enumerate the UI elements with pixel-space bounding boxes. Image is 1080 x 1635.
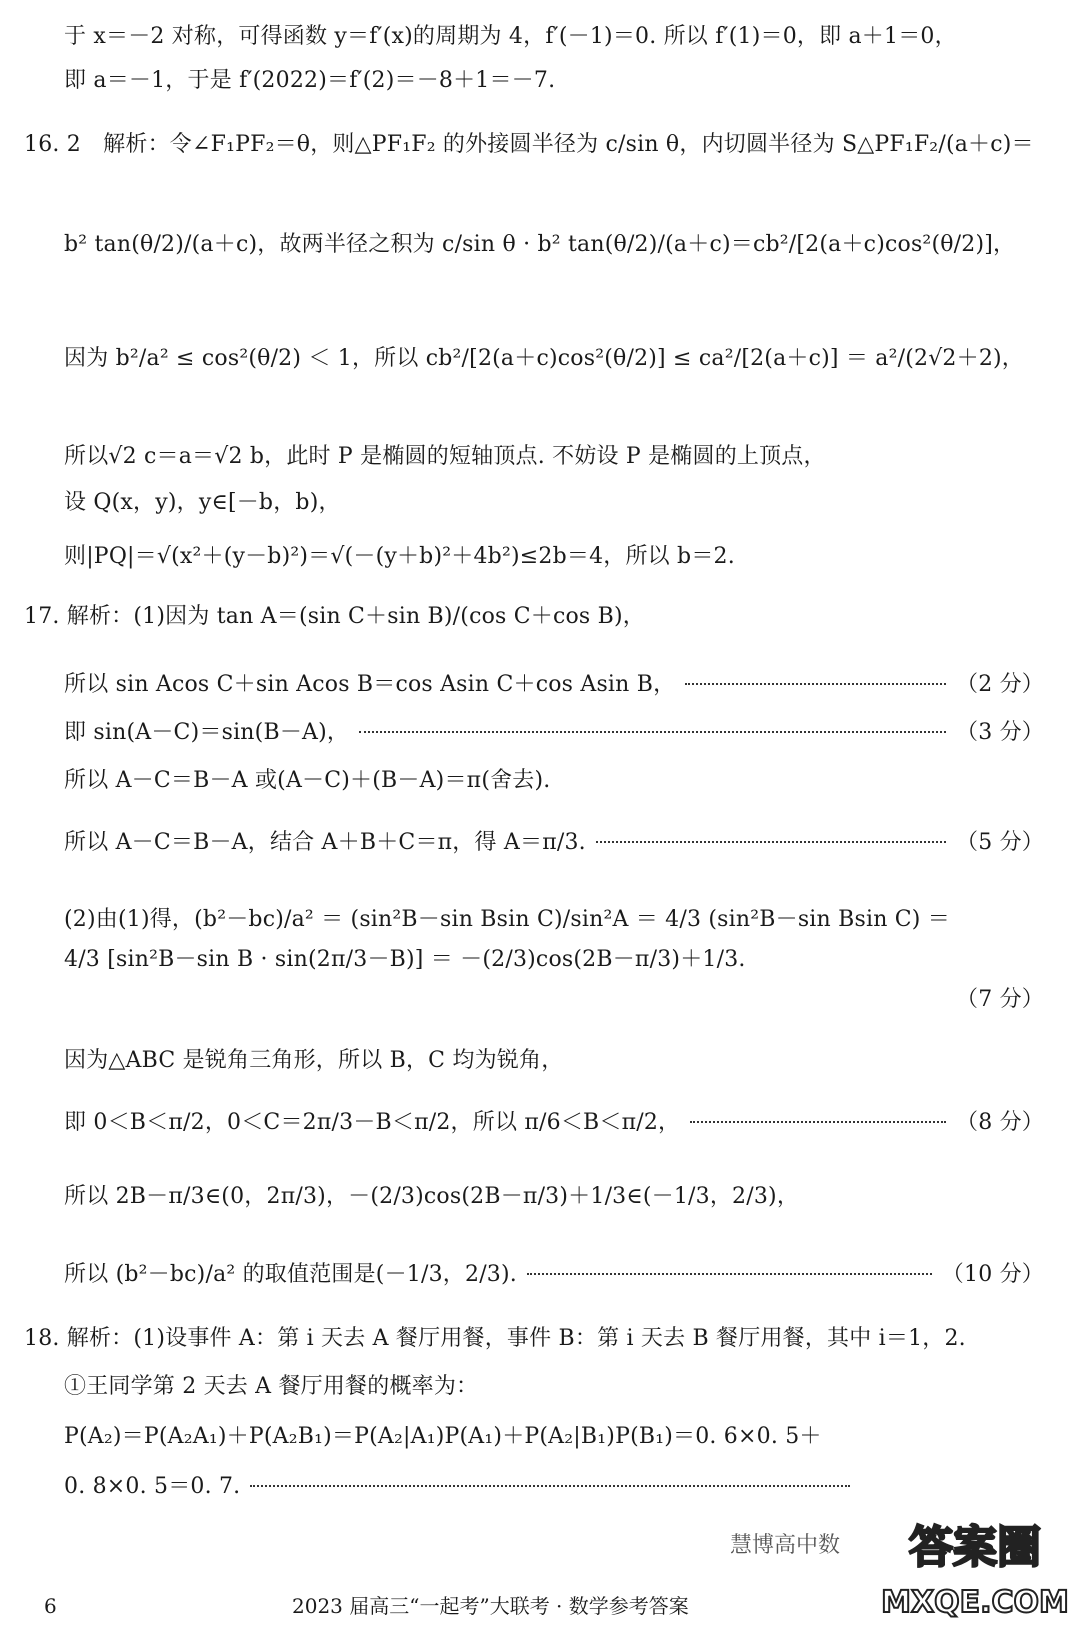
footer-title: 2023 届高三“一起考”大联考 · 数学参考答案: [292, 1594, 689, 1618]
problem-18-heading: 18. 解析：(1)设事件 A：第 i 天去 A 餐厅用餐，事件 B：第 i 天去 B 餐厅用餐，其中 i＝1，2.: [24, 1326, 966, 1351]
page-footer: [0, 1588, 1080, 1624]
step-text: 所以 sin Acos C＋sin Acos B＝cos Asin C＋cos Asin B，: [64, 672, 676, 697]
page-number: 6: [44, 1594, 57, 1618]
scored-step: [64, 1258, 1044, 1292]
scored-step: [64, 716, 1044, 750]
scored-step: [64, 900, 1044, 1020]
step-score: （3 分）: [956, 720, 1044, 745]
formula-line: 所以 2B－π/3∈(0，2π/3)，－(2/3)cos(2B－π/3)＋1/3∈(－1/3，2/3)，: [64, 1184, 800, 1209]
text-line: 设 Q(x，y)，y∈[－b，b)，: [64, 490, 341, 515]
leader-dots: [685, 683, 946, 685]
text-line: 即 a＝－1，于是 f′(2022)＝f′(2)＝－8＋1＝－7.: [64, 68, 556, 93]
problem-17-heading: 17. 解析：(1)因为 tan A＝(sin C＋sin B)/(cos C＋cos B)，: [24, 604, 645, 629]
leader-dots: [690, 1121, 946, 1123]
watermark-text: 慧博高中数: [730, 1533, 841, 1558]
scored-step: [64, 1106, 1044, 1140]
step-text: 所以 A－C＝B－A，结合 A＋B＋C＝π，得 A＝π/3.: [64, 830, 586, 855]
formula-line: b² tan(θ/2)/(a＋c)，故两半径之积为 c/sin θ · b² tan(θ/2)/(a＋c)＝cb²/[2(a＋c)cos²(θ/2)]，: [64, 232, 1016, 257]
step-text: 所以 (b²－bc)/a² 的取值范围是(－1/3，2/3).: [64, 1262, 517, 1287]
formula-line: 则|PQ|＝√(x²＋(y－b)²)＝√(－(y＋b)²＋4b²)≤2b＝4，所以 b＝2.: [64, 544, 735, 569]
watermark-logo-top: 答案圈: [909, 1522, 1041, 1573]
scored-step: [64, 668, 1044, 702]
step-text: 0. 8×0. 5＝0. 7.: [64, 1474, 241, 1499]
problem-16-heading: 16. 2 解析：令∠F₁PF₂＝θ，则△PF₁F₂ 的外接圆半径为 c/sin θ，内切圆半径为 S△PF₁F₂/(a＋c)＝: [24, 132, 1034, 157]
leader-dots: [527, 1273, 932, 1275]
formula-line: 因为 b²/a² ≤ cos²(θ/2) ＜ 1，所以 cb²/[2(a＋c)cos²(θ/2)] ≤ ca²/[2(a＋c)] ＝ a²/(2√2＋2)，: [64, 346, 1024, 371]
step-text: (2)由(1)得，(b²－bc)/a² ＝ (sin²B－sin Bsin C)/sin²A ＝ 4/3 (sin²B－sin Bsin C) ＝ 4/3 [sin²B－sin B · sin(2π/3－B)] ＝ －(2/3)cos(2B－π/3)＋1/3.: [64, 907, 950, 972]
leader-dots: [596, 841, 946, 843]
scored-step: [64, 826, 1044, 860]
watermark-logo-bottom: MXQE.COM: [881, 1585, 1069, 1620]
text-line: 于 x＝－2 对称，可得函数 y＝f′(x)的周期为 4，f′(－1)＝0. 所以 f′(1)＝0，即 a＋1＝0，: [64, 24, 957, 49]
scored-step: [64, 1470, 860, 1504]
leader-dots: [359, 731, 946, 733]
leader-dots: [250, 1485, 850, 1487]
step-score: （10 分）: [941, 1262, 1044, 1287]
step-text: 即 0＜B＜π/2，0＜C＝2π/3－B＜π/2，所以 π/6＜B＜π/2，: [64, 1110, 681, 1135]
step-score: （8 分）: [956, 1110, 1044, 1135]
formula-line: P(A₂)＝P(A₂A₁)＋P(A₂B₁)＝P(A₂|A₁)P(A₁)＋P(A₂|B₁)P(B₁)＝0. 6×0. 5＋: [64, 1424, 822, 1449]
step-score: （2 分）: [956, 672, 1044, 697]
step-score: （7 分）: [956, 987, 1044, 1012]
text-line: ①王同学第 2 天去 A 餐厅用餐的概率为：: [64, 1374, 479, 1399]
text-line: 所以√2 c＝a＝√2 b，此时 P 是椭圆的短轴顶点. 不妨设 P 是椭圆的上顶点，: [64, 444, 826, 469]
text-line: 所以 A－C＝B－A 或(A－C)＋(B－A)＝π(舍去).: [64, 768, 551, 793]
step-score: （5 分）: [956, 830, 1044, 855]
text-line: 因为△ABC 是锐角三角形，所以 B，C 均为锐角，: [64, 1048, 564, 1073]
step-text: 即 sin(A－C)＝sin(B－A)，: [64, 720, 350, 745]
